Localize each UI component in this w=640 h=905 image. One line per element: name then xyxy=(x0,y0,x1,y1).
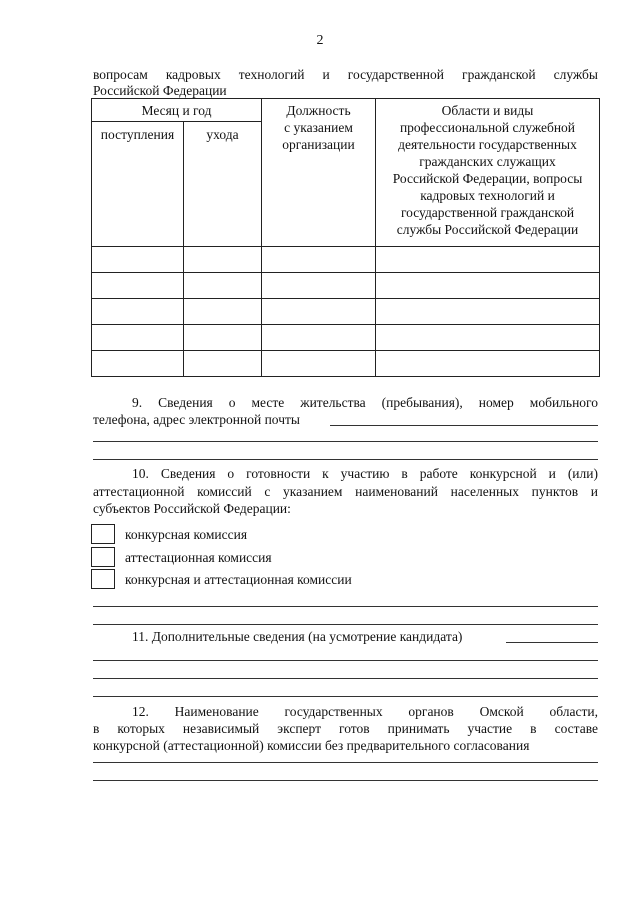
section-12-line-3: конкурсной (аттестационной) комиссии без предварительного согласования xyxy=(93,738,530,753)
commission-input-line[interactable] xyxy=(93,606,598,607)
table-cell[interactable] xyxy=(376,325,600,351)
end-header: ухода xyxy=(184,122,262,247)
table-cell[interactable] xyxy=(92,325,184,351)
table-row xyxy=(92,247,600,273)
agencies-input-line[interactable] xyxy=(93,762,598,763)
table-cell[interactable] xyxy=(262,325,376,351)
table-cell[interactable] xyxy=(184,325,262,351)
table-cell[interactable] xyxy=(184,273,262,299)
table-cell[interactable] xyxy=(184,351,262,377)
table-cell[interactable] xyxy=(376,247,600,273)
table-cell[interactable] xyxy=(376,351,600,377)
table-cell[interactable] xyxy=(262,351,376,377)
option-checkbox[interactable] xyxy=(91,547,115,567)
table-cell[interactable] xyxy=(92,273,184,299)
table-cell[interactable] xyxy=(92,351,184,377)
additional-input-line[interactable] xyxy=(506,642,598,643)
table-row xyxy=(92,351,600,377)
section-10-line-1: 10. Сведения о готовности к участию в работе конкурсной и (или) xyxy=(132,466,598,481)
option-label: аттестационная комиссия xyxy=(125,550,272,565)
agencies-input-line-2[interactable] xyxy=(93,780,598,781)
section-12-line-1: 12. Наименование государственных органов Омской области, xyxy=(132,704,598,719)
table-cell[interactable] xyxy=(262,273,376,299)
residence-input-line-2[interactable] xyxy=(93,441,598,442)
page-number: 2 xyxy=(316,33,324,48)
table-cell[interactable] xyxy=(376,299,600,325)
option-label: конкурсная и аттестационная комиссии xyxy=(125,572,352,587)
intro-text-line-1: вопросам кадровых технологий и государственной гражданской службы xyxy=(93,67,598,82)
option-label: конкурсная комиссия xyxy=(125,527,248,542)
section-12-line-2: в которых независимый эксперт готов принимать участие в составе xyxy=(93,721,598,736)
table-cell[interactable] xyxy=(92,299,184,325)
table-cell[interactable] xyxy=(92,247,184,273)
additional-input-line-3[interactable] xyxy=(93,678,598,679)
areas-header: Области и виды профессиональной служебной деятельности государственных гражданских служащих Российской Федерации, вопросы кадровых технологий и государственной гражданской службы Российской Федерации xyxy=(376,99,600,247)
table-cell[interactable] xyxy=(376,273,600,299)
residence-input-line[interactable] xyxy=(330,425,598,426)
month-year-header: Месяц и год xyxy=(92,99,262,122)
table-row xyxy=(92,299,600,325)
additional-input-line-4[interactable] xyxy=(93,696,598,697)
table-row xyxy=(92,273,600,299)
section-11-line-1: 11. Дополнительные сведения (на усмотрение кандидата) xyxy=(132,629,463,644)
commission-input-line-2[interactable] xyxy=(93,624,598,625)
table-cell[interactable] xyxy=(184,299,262,325)
section-10-line-2: аттестационной комиссий с указанием наименований населенных пунктов и xyxy=(93,484,598,499)
table-cell[interactable] xyxy=(262,299,376,325)
section-9-line-2: телефона, адрес электронной почты xyxy=(93,412,300,427)
section-9-line-1: 9. Сведения о месте жительства (пребывания), номер мобильного xyxy=(132,395,598,410)
residence-input-line-3[interactable] xyxy=(93,459,598,460)
table-row xyxy=(92,325,600,351)
position-header: Должность с указанием организации xyxy=(262,99,376,247)
intro-text-line-2: Российской Федерации xyxy=(93,83,227,98)
experience-table xyxy=(91,98,600,377)
option-checkbox[interactable] xyxy=(91,569,115,589)
table-cell[interactable] xyxy=(184,247,262,273)
option-checkbox[interactable] xyxy=(91,524,115,544)
section-10-line-3: субъектов Российской Федерации: xyxy=(93,501,291,516)
additional-input-line-2[interactable] xyxy=(93,660,598,661)
start-header: поступления xyxy=(92,122,184,247)
table-cell[interactable] xyxy=(262,247,376,273)
